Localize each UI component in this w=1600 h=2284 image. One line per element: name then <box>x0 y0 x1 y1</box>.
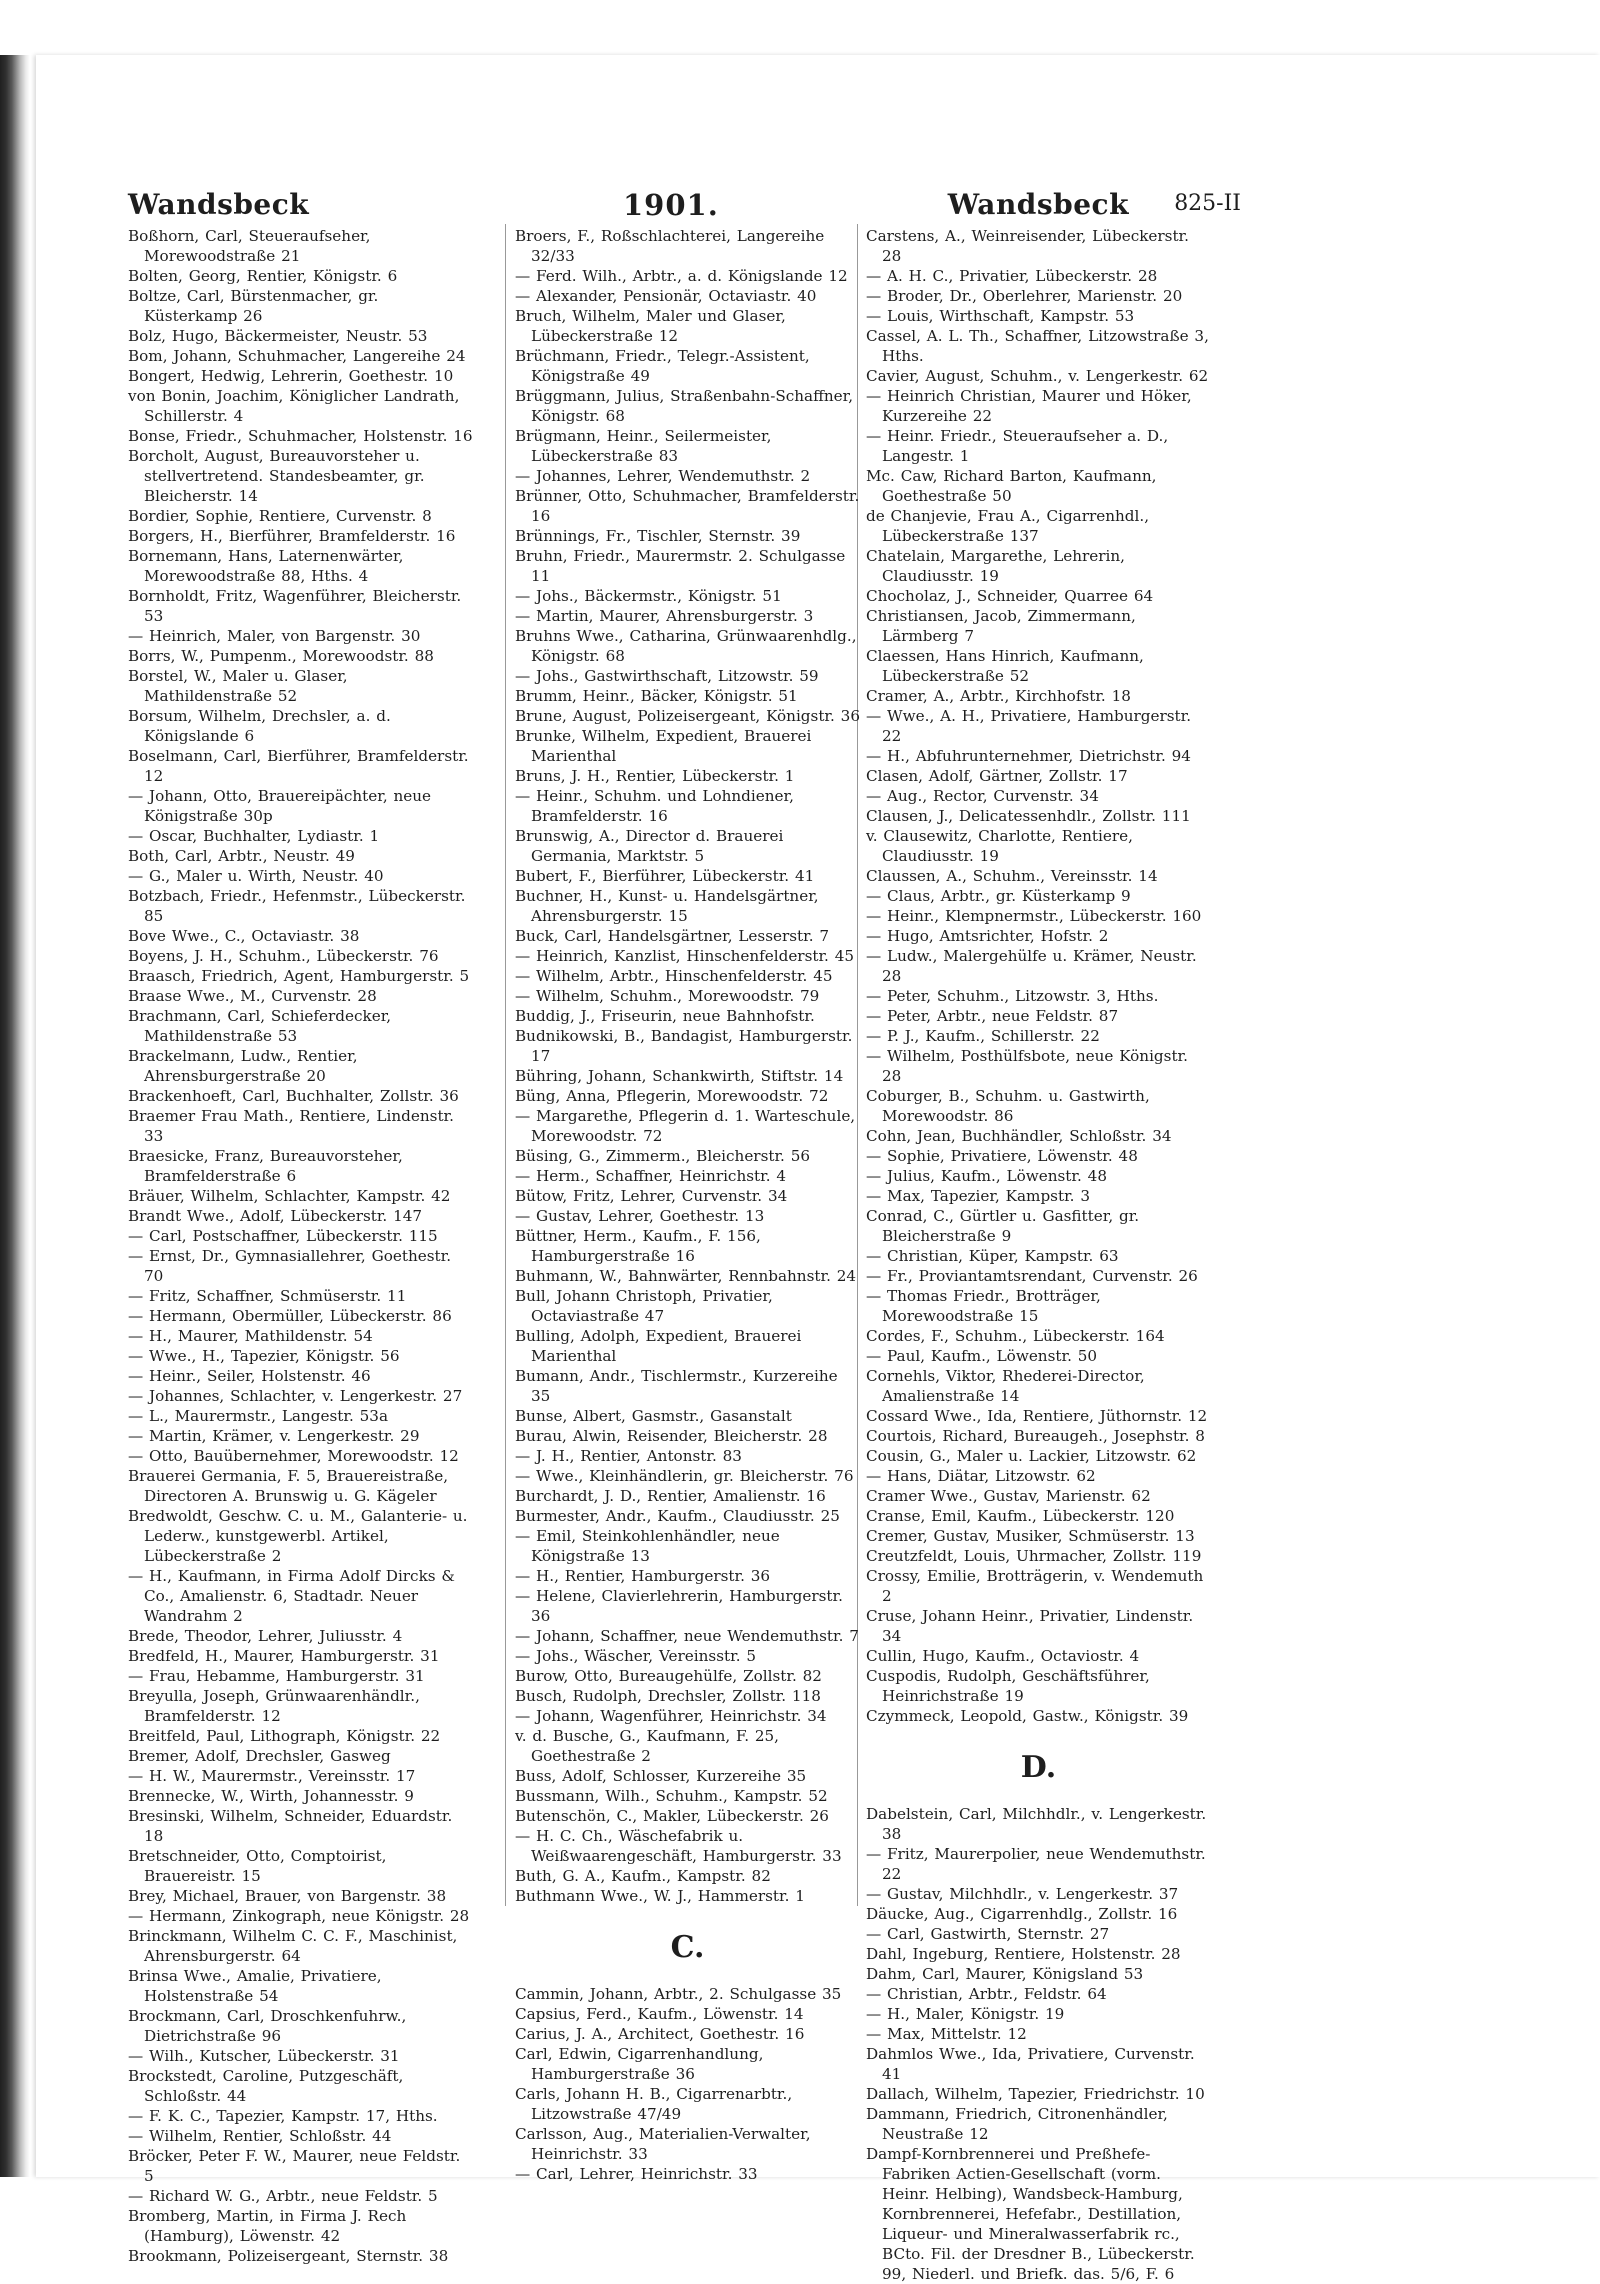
directory-entry: Borstel, W., Maler u. Glaser, Mathildenstraße 52 <box>128 667 348 705</box>
directory-entry: Botzbach, Friedr., Hefenmstr., Lübeckerstr. 85 <box>128 887 466 925</box>
directory-entry: Büsing, G., Zimmerm., Bleicherstr. 56 <box>515 1147 811 1165</box>
directory-entry: Dahmlos Wwe., Ida, Privatiere, Curvenstr. 41 <box>866 2045 1195 2083</box>
directory-entry: Conrad, C., Gürtler u. Gasfitter, gr. Bleicherstraße 9 <box>866 1207 1140 1245</box>
directory-entry: — Johannes, Lehrer, Wendemuthstr. 2 <box>515 467 811 485</box>
directory-entry: Carstens, A., Weinreisender, Lübeckerstr. 28 <box>866 227 1189 265</box>
directory-entry: Cruse, Johann Heinr., Privatier, Lindenstr. 34 <box>866 1607 1194 1645</box>
directory-entry: Brandt Wwe., Adolf, Lübeckerstr. 147 <box>128 1207 423 1225</box>
directory-entry: Breyulla, Joseph, Grünwaarenhändlr., Bramfelderstr. 12 <box>128 1687 420 1725</box>
directory-entry: — Louis, Wirthschaft, Kampstr. 53 <box>866 307 1135 325</box>
directory-entry: — Wwe., H., Tapezier, Königstr. 56 <box>128 1347 400 1365</box>
directory-entry: Courtois, Richard, Bureaugeh., Josephstr. 8 <box>866 1427 1205 1445</box>
directory-entry: Cavier, August, Schuhm., v. Lengerkestr. 62 <box>866 367 1209 385</box>
directory-entry: — H. C. Ch., Wäschefabrik u. Weißwaarengeschäft, Hamburgerstr. 33 <box>515 1827 842 1865</box>
directory-entry: de Chanjevie, Frau A., Cigarrenhdl., Lübeckerstraße 137 <box>866 507 1150 545</box>
directory-entry: Borsum, Wilhelm, Drechsler, a. d. Königslande 6 <box>128 707 391 745</box>
directory-entry: Crossy, Emilie, Brotträgerin, v. Wendemuth 2 <box>866 1567 1204 1605</box>
directory-entry: Brinsa Wwe., Amalie, Privatiere, Holstenstraße 54 <box>128 1967 382 2005</box>
directory-entry: Dallach, Wilhelm, Tapezier, Friedrichstr. 10 <box>866 2085 1205 2103</box>
directory-entry: Brennecke, W., Wirth, Johannesstr. 9 <box>128 1787 414 1805</box>
directory-entry: — Heinrich, Kanzlist, Hinschenfelderstr. 45 <box>515 947 855 965</box>
directory-entry: Cramer Wwe., Gustav, Marienstr. 62 <box>866 1487 1151 1505</box>
directory-entry: — H. W., Maurermstr., Vereinsstr. 17 <box>128 1767 416 1785</box>
directory-entry: Bordier, Sophie, Rentiere, Curvenstr. 8 <box>128 507 432 525</box>
section-letter: D. <box>1020 1750 1057 1785</box>
directory-entry: Broers, F., Roßschlachterei, Langereihe 32/33 <box>515 227 825 265</box>
directory-entry: Burow, Otto, Bureaugehülfe, Zollstr. 82 <box>515 1667 822 1685</box>
directory-entry: Bruch, Wilhelm, Maler und Glaser, Lübeckerstraße 12 <box>515 307 786 345</box>
directory-entry: Coburger, B., Schuhm. u. Gastwirth, Morewoodstr. 86 <box>866 1087 1150 1125</box>
directory-entry: — Martin, Krämer, v. Lengerkestr. 29 <box>128 1427 420 1445</box>
directory-entry: Cuspodis, Rudolph, Geschäftsführer, Heinrichstraße 19 <box>866 1667 1150 1705</box>
directory-entry: Büttner, Herm., Kaufm., F. 156, Hamburgerstraße 16 <box>515 1227 761 1265</box>
directory-entry: Cullin, Hugo, Kaufm., Octaviostr. 4 <box>866 1647 1140 1665</box>
directory-entry: Bruns, J. H., Rentier, Lübeckerstr. 1 <box>515 767 795 785</box>
directory-entry: — Fritz, Maurerpolier, neue Wendemuthstr. 22 <box>866 1845 1206 1883</box>
directory-entry: — Carl, Postschaffner, Lübeckerstr. 115 <box>128 1227 438 1245</box>
directory-entry: Bove Wwe., C., Octaviastr. 38 <box>128 927 360 945</box>
directory-entry: Bonse, Friedr., Schuhmacher, Holstenstr. 16 <box>128 427 473 445</box>
directory-entry: — Wilhelm, Arbtr., Hinschenfelderstr. 45 <box>515 967 833 985</box>
directory-entry: Cranse, Emil, Kaufm., Lübeckerstr. 120 <box>866 1507 1175 1525</box>
directory-entry: Czymmeck, Leopold, Gastw., Königstr. 39 <box>866 1707 1189 1725</box>
directory-entry: — Helene, Clavierlehrerin, Hamburgerstr. 36 <box>515 1587 843 1625</box>
directory-entry: — Wilhelm, Schuhm., Morewoodstr. 79 <box>515 987 820 1005</box>
directory-entry: — H., Maler, Königstr. 19 <box>866 2005 1065 2023</box>
column-1 <box>128 226 473 2266</box>
directory-entry: — Heinr., Klempnermstr., Lübeckerstr. 160 <box>866 907 1202 925</box>
directory-entry: Braesicke, Franz, Bureauvorsteher, Bramfelderstraße 6 <box>128 1147 403 1185</box>
directory-entry: Bull, Johann Christoph, Privatier, Octaviastraße 47 <box>515 1287 773 1325</box>
directory-entry: Brunswig, A., Director d. Brauerei Germania, Marktstr. 5 <box>515 827 784 865</box>
directory-entry: Bruhn, Friedr., Maurermstr. 2. Schulgasse 11 <box>515 547 846 585</box>
directory-entry: Bubert, F., Bierführer, Lübeckerstr. 41 <box>515 867 815 885</box>
directory-entry: Buth, G. A., Kaufm., Kampstr. 82 <box>515 1867 771 1885</box>
directory-entry: Brüchmann, Friedr., Telegr.-Assistent, Königstraße 49 <box>515 347 810 385</box>
directory-entry: Carl, Edwin, Cigarrenhandlung, Hamburgerstraße 36 <box>515 2045 764 2083</box>
directory-entry: Carlsson, Aug., Materialien-Verwalter, Heinrichstr. 33 <box>515 2125 811 2163</box>
directory-entry: Chocholaz, J., Schneider, Quarree 64 <box>866 587 1154 605</box>
directory-entry: — Sophie, Privatiere, Löwenstr. 48 <box>866 1147 1138 1165</box>
directory-entry: Bruhns Wwe., Catharina, Grünwaarenhdlg., Königstr. 68 <box>515 627 857 665</box>
directory-entry: Breitfeld, Paul, Lithograph, Königstr. 22 <box>128 1727 441 1745</box>
directory-entry: v. Clausewitz, Charlotte, Rentiere, Claudiusstr. 19 <box>866 827 1133 865</box>
directory-entry: Borgers, H., Bierführer, Bramfelderstr. 16 <box>128 527 456 545</box>
directory-entry: Bornholdt, Fritz, Wagenführer, Bleicherstr. 53 <box>128 587 462 625</box>
directory-entry: Boselmann, Carl, Bierführer, Bramfelderstr. 12 <box>128 747 469 785</box>
directory-entry: Burchardt, J. D., Rentier, Amalienstr. 16 <box>515 1487 826 1505</box>
directory-entry: — Gustav, Milchhdlr., v. Lengerkestr. 37 <box>866 1885 1179 1903</box>
directory-entry: — H., Rentier, Hamburgerstr. 36 <box>515 1567 771 1585</box>
directory-entry: — Johs., Gastwirthschaft, Litzowstr. 59 <box>515 667 819 685</box>
directory-entry: Borcholt, August, Bureauvorsteher u. stellvertretend. Standesbeamter, gr. Bleicherstr. 14 <box>128 447 425 505</box>
directory-entry: Cornehls, Viktor, Rhederei-Director, Amalienstraße 14 <box>866 1367 1145 1405</box>
directory-entry: Bongert, Hedwig, Lehrerin, Goethestr. 10 <box>128 367 454 385</box>
directory-entry: — J. H., Rentier, Antonstr. 83 <box>515 1447 742 1465</box>
directory-entry: Buthmann Wwe., W. J., Hammerstr. 1 <box>515 1887 805 1905</box>
directory-entry: — H., Maurer, Mathildenstr. 54 <box>128 1327 373 1345</box>
directory-entry: Brackelmann, Ludw., Rentier, Ahrensburgerstraße 20 <box>128 1047 358 1085</box>
header-year: 1901. <box>623 188 719 222</box>
directory-entry: Brookmann, Polizeisergeant, Sternstr. 38 <box>128 2247 449 2265</box>
directory-entry: Cremer, Gustav, Musiker, Schmüserstr. 13 <box>866 1527 1195 1545</box>
directory-entry: — Aug., Rector, Curvenstr. 34 <box>866 787 1099 805</box>
directory-entry: Christiansen, Jacob, Zimmermann, Lärmberg 7 <box>866 607 1136 645</box>
directory-entry: Boltze, Carl, Bürstenmacher, gr. Küsterkamp 26 <box>128 287 379 325</box>
directory-entry: Brüggmann, Julius, Straßenbahn-Schaffner, Königstr. 68 <box>515 387 854 425</box>
directory-entry: Cammin, Johann, Arbtr., 2. Schulgasse 35 <box>515 1985 842 2003</box>
directory-entry: Carls, Johann H. B., Cigarrenarbtr., Litzowstraße 47/49 <box>515 2085 793 2123</box>
directory-entry: — Margarethe, Pflegerin d. 1. Warteschule, Morewoodstr. 72 <box>515 1107 856 1145</box>
directory-entry: — Johs., Wäscher, Vereinsstr. 5 <box>515 1647 757 1665</box>
directory-entry: — Johann, Otto, Brauereipächter, neue Königstraße 30p <box>128 787 432 825</box>
directory-entry: — Martin, Maurer, Ahrensburgerstr. 3 <box>515 607 814 625</box>
directory-entry: — Christian, Küper, Kampstr. 63 <box>866 1247 1119 1265</box>
directory-entry: Cousin, G., Maler u. Lackier, Litzowstr. 62 <box>866 1447 1197 1465</box>
directory-entry: Büng, Anna, Pflegerin, Morewoodstr. 72 <box>515 1087 829 1105</box>
directory-entry: Boßhorn, Carl, Steueraufseher, Morewoodstraße 21 <box>128 227 371 265</box>
directory-entry: Bröcker, Peter F. W., Maurer, neue Feldstr. 5 <box>128 2147 461 2185</box>
directory-entry: Bretschneider, Otto, Comptoirist, Brauereistr. 15 <box>128 1847 387 1885</box>
directory-entry: Bom, Johann, Schuhmacher, Langereihe 24 <box>128 347 466 365</box>
directory-entry: Bolz, Hugo, Bäckermeister, Neustr. 53 <box>128 327 428 345</box>
directory-entry: — Heinrich Christian, Maurer und Höker, Kurzereihe 22 <box>866 387 1192 425</box>
directory-entry: von Bonin, Joachim, Königlicher Landrath, Schillerstr. 4 <box>128 387 460 425</box>
directory-entry: Braemer Frau Math., Rentiere, Lindenstr. 33 <box>128 1107 454 1145</box>
directory-entry: Brügmann, Heinr., Seilermeister, Lübeckerstraße 83 <box>515 427 772 465</box>
directory-entry: — Johannes, Schlachter, v. Lengerkestr. 27 <box>128 1387 463 1405</box>
directory-entry: — Christian, Arbtr., Feldstr. 64 <box>866 1985 1107 2003</box>
directory-entry: — Hans, Diätar, Litzowstr. 62 <box>866 1467 1096 1485</box>
directory-entry: Brune, August, Polizeisergeant, Königstr. 36 <box>515 707 860 725</box>
directory-entry: Bolten, Georg, Rentier, Königstr. 6 <box>128 267 398 285</box>
directory-entry: Cordes, F., Schuhm., Lübeckerstr. 164 <box>866 1327 1165 1345</box>
directory-entry: — P. J., Kaufm., Schillerstr. 22 <box>866 1027 1100 1045</box>
directory-entry: Bredfeld, H., Maurer, Hamburgerstr. 31 <box>128 1647 440 1665</box>
directory-entry: — Richard W. G., Arbtr., neue Feldstr. 5 <box>128 2187 438 2205</box>
directory-entry: Buddig, J., Friseurin, neue Bahnhofstr. <box>515 1007 815 1025</box>
directory-entry: Cramer, A., Arbtr., Kirchhofstr. 18 <box>866 687 1131 705</box>
directory-entry: — Hermann, Obermüller, Lübeckerstr. 86 <box>128 1307 452 1325</box>
directory-entry: — Peter, Schuhm., Litzowstr. 3, Hths. <box>866 987 1159 1005</box>
directory-entry: — Heinr., Seiler, Holstenstr. 46 <box>128 1367 371 1385</box>
directory-entry: — H., Abfuhrunternehmer, Dietrichstr. 94 <box>866 747 1191 765</box>
directory-entry: Bremer, Adolf, Drechsler, Gasweg <box>128 1747 391 1765</box>
directory-entry: — Fr., Proviantamtsrendant, Curvenstr. 26 <box>866 1267 1198 1285</box>
directory-entry: Brachmann, Carl, Schieferdecker, Mathildenstraße 53 <box>128 1007 392 1045</box>
directory-entry: Capsius, Ferd., Kaufm., Löwenstr. 14 <box>515 2005 804 2023</box>
directory-entry: Bornemann, Hans, Laternenwärter, Morewoodstraße 88, Hths. 4 <box>128 547 404 585</box>
directory-entry: — Paul, Kaufm., Löwenstr. 50 <box>866 1347 1098 1365</box>
header-city-right: Wandsbeck <box>947 188 1129 221</box>
directory-entry: — Julius, Kaufm., Löwenstr. 48 <box>866 1167 1107 1185</box>
directory-entry: — Hermann, Zinkograph, neue Königstr. 28 <box>128 1907 470 1925</box>
directory-entry: Both, Carl, Arbtr., Neustr. 49 <box>128 847 355 865</box>
directory-entry: Butenschön, C., Makler, Lübeckerstr. 26 <box>515 1807 829 1825</box>
directory-entry: — Wwe., Kleinhändlerin, gr. Bleicherstr. 76 <box>515 1467 854 1485</box>
directory-entry: — Max, Tapezier, Kampstr. 3 <box>866 1187 1090 1205</box>
directory-entry: — Johann, Schaffner, neue Wendemuthstr. 7 <box>515 1627 859 1645</box>
directory-entry: Dahm, Carl, Maurer, Königsland 53 <box>866 1965 1144 1983</box>
directory-entry: — G., Maler u. Wirth, Neustr. 40 <box>128 867 384 885</box>
directory-entry: Brockstedt, Caroline, Putzgeschäft, Schloßstr. 44 <box>128 2067 404 2105</box>
directory-entry: Claessen, Hans Hinrich, Kaufmann, Lübeckerstraße 52 <box>866 647 1144 685</box>
directory-entry: — Johann, Wagenführer, Heinrichstr. 34 <box>515 1707 827 1725</box>
directory-entry: — Ludw., Malergehülfe u. Krämer, Neustr. 28 <box>866 947 1197 985</box>
directory-entry: Braase Wwe., M., Curvenstr. 28 <box>128 987 377 1005</box>
directory-entry: Boyens, J. H., Schuhm., Lübeckerstr. 76 <box>128 947 439 965</box>
directory-entry: v. d. Busche, G., Kaufmann, F. 25, Goethestraße 2 <box>515 1727 780 1765</box>
directory-entry: Cohn, Jean, Buchhändler, Schloßstr. 34 <box>866 1127 1172 1145</box>
directory-entry: Bulling, Adolph, Expedient, Brauerei Marienthal <box>515 1327 802 1365</box>
directory-entry: — Oscar, Buchhalter, Lydiastr. 1 <box>128 827 380 845</box>
directory-entry: Brünner, Otto, Schuhmacher, Bramfelderstr. 16 <box>515 487 860 525</box>
directory-entry: Dabelstein, Carl, Milchhdlr., v. Lengerkestr. 38 <box>866 1805 1207 1843</box>
directory-entry: Bräuer, Wilhelm, Schlachter, Kampstr. 42 <box>128 1187 451 1205</box>
directory-entry: Buck, Carl, Handelsgärtner, Lesserstr. 7 <box>515 927 830 945</box>
scan-edge <box>0 55 30 2177</box>
directory-entry: Mc. Caw, Richard Barton, Kaufmann, Goethestraße 50 <box>866 467 1157 505</box>
directory-entry: — Max, Mittelstr. 12 <box>866 2025 1027 2043</box>
directory-entry: — A. H. C., Privatier, Lübeckerstr. 28 <box>866 267 1158 285</box>
directory-entry: Creutzfeldt, Louis, Uhrmacher, Zollstr. 119 <box>866 1547 1202 1565</box>
directory-entry: Braasch, Friedrich, Agent, Hamburgerstr. 5 <box>128 967 470 985</box>
directory-entry: Däucke, Aug., Cigarrenhdlg., Zollstr. 16 <box>866 1905 1178 1923</box>
directory-entry: — Carl, Gastwirth, Sternstr. 27 <box>866 1925 1110 1943</box>
directory-entry: Bühring, Johann, Schankwirth, Stiftstr. 14 <box>515 1067 844 1085</box>
directory-entry: — Heinr. Friedr., Steueraufseher a. D., Langestr. 1 <box>866 427 1169 465</box>
directory-entry: — Broder, Dr., Oberlehrer, Marienstr. 20 <box>866 287 1183 305</box>
directory-entry: Buhmann, W., Bahnwärter, Rennbahnstr. 24 <box>515 1267 857 1285</box>
directory-entry: Bresinski, Wilhelm, Schneider, Eduardstr. 18 <box>128 1807 453 1845</box>
directory-entry: Burau, Alwin, Reisender, Bleicherstr. 28 <box>515 1427 828 1445</box>
column-2 <box>515 226 860 2184</box>
directory-entry: Brinckmann, Wilhelm C. C. F., Maschinist, Ahrensburgerstr. 64 <box>128 1927 458 1965</box>
directory-entry: Brede, Theodor, Lehrer, Juliusstr. 4 <box>128 1627 403 1645</box>
directory-entry: Clasen, Adolf, Gärtner, Zollstr. 17 <box>866 767 1128 785</box>
directory-entry: Brunke, Wilhelm, Expedient, Brauerei Marienthal <box>515 727 812 765</box>
directory-entry: — Carl, Lehrer, Heinrichstr. 33 <box>515 2165 758 2183</box>
directory-entry: — Frau, Hebamme, Hamburgerstr. 31 <box>128 1667 425 1685</box>
directory-entry: Borrs, W., Pumpenm., Morewoodstr. 88 <box>128 647 434 665</box>
directory-entry: — Heinr., Schuhm. und Lohndiener, Bramfelderstr. 16 <box>515 787 794 825</box>
directory-entry: Brumm, Heinr., Bäcker, Königstr. 51 <box>515 687 798 705</box>
directory-entry: Dammann, Friedrich, Citronenhändler, Neustraße 12 <box>866 2105 1168 2143</box>
directory-entry: Bütow, Fritz, Lehrer, Curvenstr. 34 <box>515 1187 788 1205</box>
directory-entry: — Alexander, Pensionär, Octaviastr. 40 <box>515 287 817 305</box>
directory-entry: — Herm., Schaffner, Heinrichstr. 4 <box>515 1167 787 1185</box>
section-letter: C. <box>670 1930 705 1965</box>
directory-entry: Buchner, H., Kunst- u. Handelsgärtner, Ahrensburgerstr. 15 <box>515 887 819 925</box>
directory-entry: — Wilh., Kutscher, Lübeckerstr. 31 <box>128 2047 400 2065</box>
directory-entry: — H., Kaufmann, in Firma Adolf Dircks & Co., Amalienstr. 6, Stadtadr. Neuer Wandrahm 2 <box>128 1567 455 1625</box>
page-header <box>128 188 1241 228</box>
directory-entry: — Wilhelm, Rentier, Schloßstr. 44 <box>128 2127 392 2145</box>
directory-entry: Chatelain, Margarethe, Lehrerin, Claudiusstr. 19 <box>866 547 1126 585</box>
directory-entry: — Ferd. Wilh., Arbtr., a. d. Königslande 12 <box>515 267 848 285</box>
directory-entry: Brey, Michael, Brauer, von Bargenstr. 38 <box>128 1887 447 1905</box>
directory-entry: — Gustav, Lehrer, Goethestr. 13 <box>515 1207 765 1225</box>
directory-entry: — Emil, Steinkohlenhändler, neue Königstraße 13 <box>515 1527 780 1565</box>
directory-entry: Brockmann, Carl, Droschkenfuhrw., Dietrichstraße 96 <box>128 2007 407 2045</box>
directory-entry: — L., Maurermstr., Langestr. 53a <box>128 1407 389 1425</box>
directory-entry: — Wilhelm, Posthülfsbote, neue Königstr. 28 <box>866 1047 1188 1085</box>
directory-entry: Burmester, Andr., Kaufm., Claudiusstr. 25 <box>515 1507 840 1525</box>
column-divider <box>505 224 506 1906</box>
directory-entry: — Thomas Friedr., Brotträger, Morewoodstraße 15 <box>866 1287 1101 1325</box>
directory-entry: Busch, Rudolph, Drechsler, Zollstr. 118 <box>515 1687 821 1705</box>
directory-entry: — Peter, Arbtr., neue Feldstr. 87 <box>866 1007 1119 1025</box>
directory-entry: — Wwe., A. H., Privatiere, Hamburgerstr. 22 <box>866 707 1192 745</box>
directory-entry: — Claus, Arbtr., gr. Küsterkamp 9 <box>866 887 1131 905</box>
directory-entry: Budnikowski, B., Bandagist, Hamburgerstr. 17 <box>515 1027 853 1065</box>
directory-entry: Bumann, Andr., Tischlermstr., Kurzereihe 35 <box>515 1367 838 1405</box>
directory-entry: Brauerei Germania, F. 5, Brauereistraße, Directoren A. Brunswig u. G. Kägeler <box>128 1467 449 1505</box>
directory-entry: Cassel, A. L. Th., Schaffner, Litzowstraße 3, Hths. <box>866 327 1209 365</box>
directory-entry: Carius, J. A., Architect, Goethestr. 16 <box>515 2025 805 2043</box>
directory-entry: Bunse, Albert, Gasmstr., Gasanstalt <box>515 1407 792 1425</box>
directory-entry: Bromberg, Martin, in Firma J. Rech (Hamburg), Löwenstr. 42 <box>128 2207 407 2245</box>
directory-entry: — Johs., Bäckermstr., Königstr. 51 <box>515 587 782 605</box>
directory-entry: Claussen, A., Schuhm., Vereinsstr. 14 <box>866 867 1158 885</box>
directory-entry: Cossard Wwe., Ida, Rentiere, Jüthornstr. 12 <box>866 1407 1208 1425</box>
directory-entry: — Hugo, Amtsrichter, Hofstr. 2 <box>866 927 1109 945</box>
directory-entry: — Ernst, Dr., Gymnasiallehrer, Goethestr. 70 <box>128 1247 452 1285</box>
directory-entry: Brackenhoeft, Carl, Buchhalter, Zollstr. 36 <box>128 1087 459 1105</box>
column-3 <box>866 226 1211 2284</box>
directory-entry: — Otto, Bauübernehmer, Morewoodstr. 12 <box>128 1447 459 1465</box>
directory-entry: Clausen, J., Delicatessenhdlr., Zollstr. 111 <box>866 807 1191 825</box>
directory-entry: — Heinrich, Maler, von Bargenstr. 30 <box>128 627 421 645</box>
page-number: 825-II <box>1174 191 1241 216</box>
directory-entry: Dahl, Ingeburg, Rentiere, Holstenstr. 28 <box>866 1945 1181 1963</box>
directory-entry: Bredwoldt, Geschw. C. u. M., Galanterie- u. Lederw., kunstgewerbl. Artikel, Lübeckerstraße 2 <box>128 1507 468 1565</box>
directory-entry: Brünnings, Fr., Tischler, Sternstr. 39 <box>515 527 801 545</box>
directory-entry: Dampf-Kornbrennerei und Preßhefe-Fabriken Actien-Gesellschaft (vorm. Heinr. Helbing), Wandsbeck-Hamburg, Kornbrennerei, Hefefabr., Destillation, Liqueur- und Mineralwasserfabrik rc., BCto. Fil. der Dresdner B., Lübeckerstr. 99, Niederl. und Briefk. das. 5/6, F. 6 <box>866 2145 1195 2283</box>
directory-entry: Bussmann, Wilh., Schuhm., Kampstr. 52 <box>515 1787 828 1805</box>
directory-entry: Buss, Adolf, Schlosser, Kurzereihe 35 <box>515 1767 807 1785</box>
directory-entry: — F. K. C., Tapezier, Kampstr. 17, Hths. <box>128 2107 438 2125</box>
header-city-left: Wandsbeck <box>128 188 310 221</box>
directory-entry: — Fritz, Schaffner, Schmüserstr. 11 <box>128 1287 407 1305</box>
